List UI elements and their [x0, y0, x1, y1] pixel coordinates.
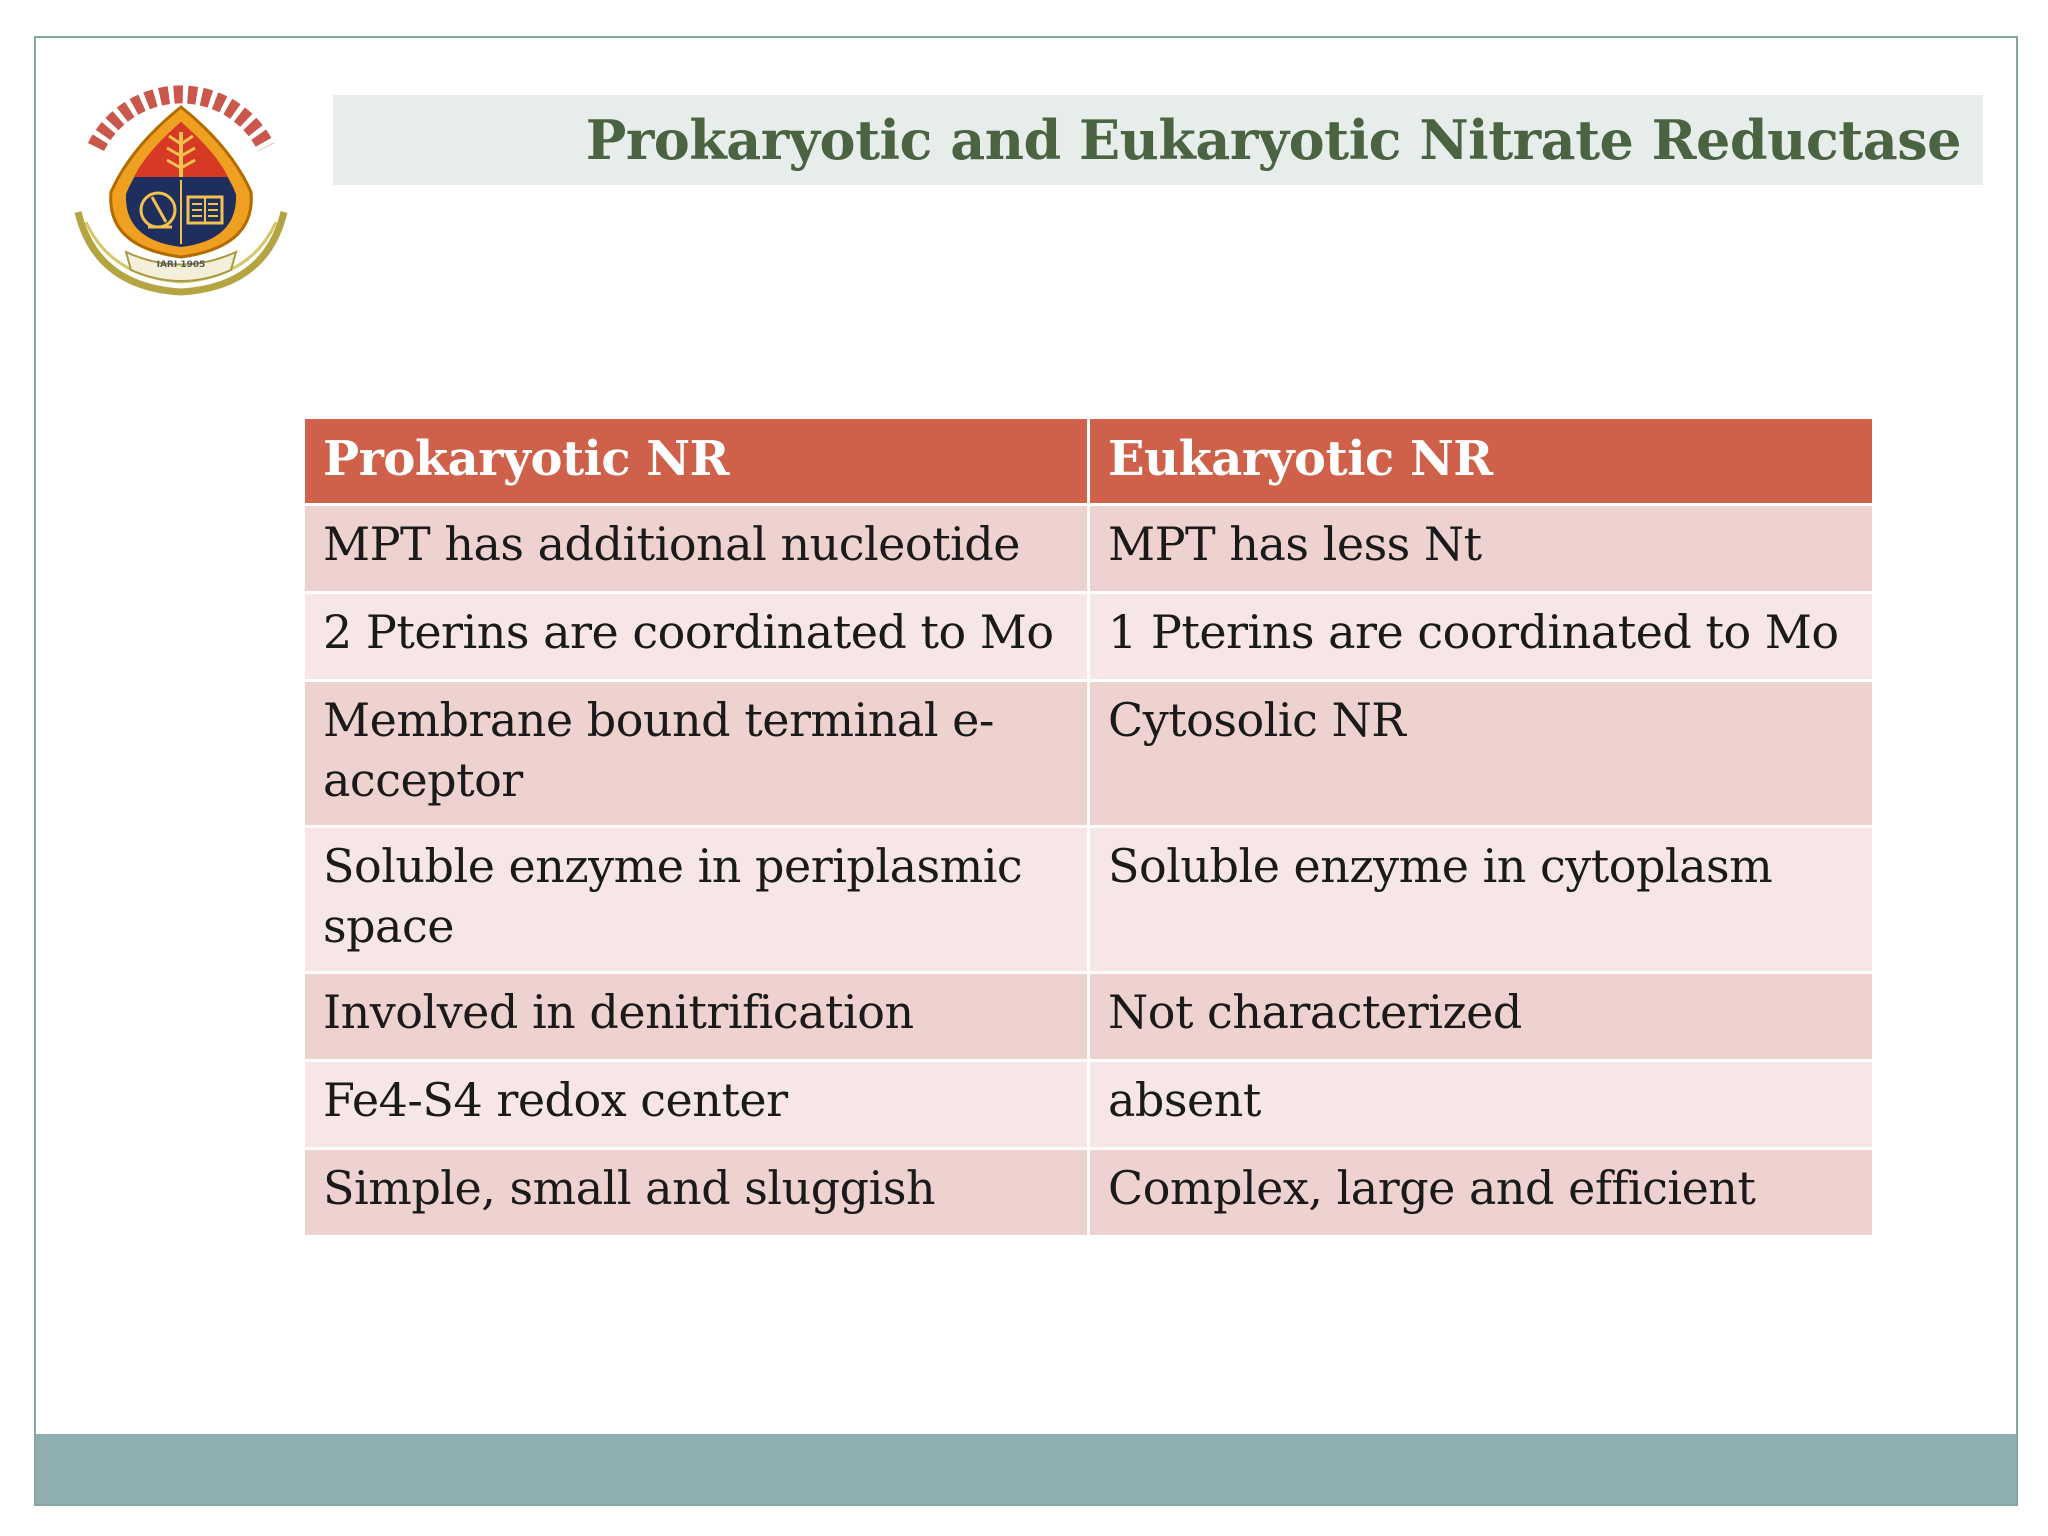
emblem-band-text: IARI 1905: [156, 260, 206, 270]
table-cell: MPT has additional nucleotide: [304, 505, 1089, 593]
table-cell: Soluble enzyme in periplasmic space: [304, 827, 1089, 973]
table-cell: Fe4-S4 redox center: [304, 1061, 1089, 1149]
comparison-table: [302, 416, 1875, 1238]
table-row: [304, 973, 1874, 1061]
table-cell: Not characterized: [1089, 973, 1874, 1061]
table-cell: MPT has less Nt: [1089, 505, 1874, 593]
table-cell: Involved in denitrification: [304, 973, 1089, 1061]
table-cell: Complex, large and efficient: [1089, 1149, 1874, 1237]
table-row: [304, 1061, 1874, 1149]
header-prokaryotic: Prokaryotic NR: [304, 418, 1089, 505]
table-row: [304, 827, 1874, 973]
table-row: [304, 1149, 1874, 1237]
comparison-table-container: [302, 416, 1872, 1238]
table-cell: absent: [1089, 1061, 1874, 1149]
table-row: [304, 681, 1874, 827]
table-cell: Membrane bound terminal e-acceptor: [304, 681, 1089, 827]
footer-bar: [36, 1434, 2016, 1504]
table-cell: Soluble enzyme in cytoplasm: [1089, 827, 1874, 973]
table-row: [304, 593, 1874, 681]
iari-emblem-icon: [56, 52, 306, 302]
slide-frame: [34, 36, 2018, 1506]
table-row: [304, 505, 1874, 593]
table-header-row: [304, 418, 1874, 505]
header-eukaryotic: Eukaryotic NR: [1089, 418, 1874, 505]
table-cell: 2 Pterins are coordinated to Mo: [304, 593, 1089, 681]
title-band: [333, 95, 1983, 185]
table-cell: Simple, small and sluggish: [304, 1149, 1089, 1237]
table-cell: Cytosolic NR: [1089, 681, 1874, 827]
table-cell: 1 Pterins are coordinated to Mo: [1089, 593, 1874, 681]
slide-title: Prokaryotic and Eukaryotic Nitrate Reductase: [585, 108, 1961, 172]
